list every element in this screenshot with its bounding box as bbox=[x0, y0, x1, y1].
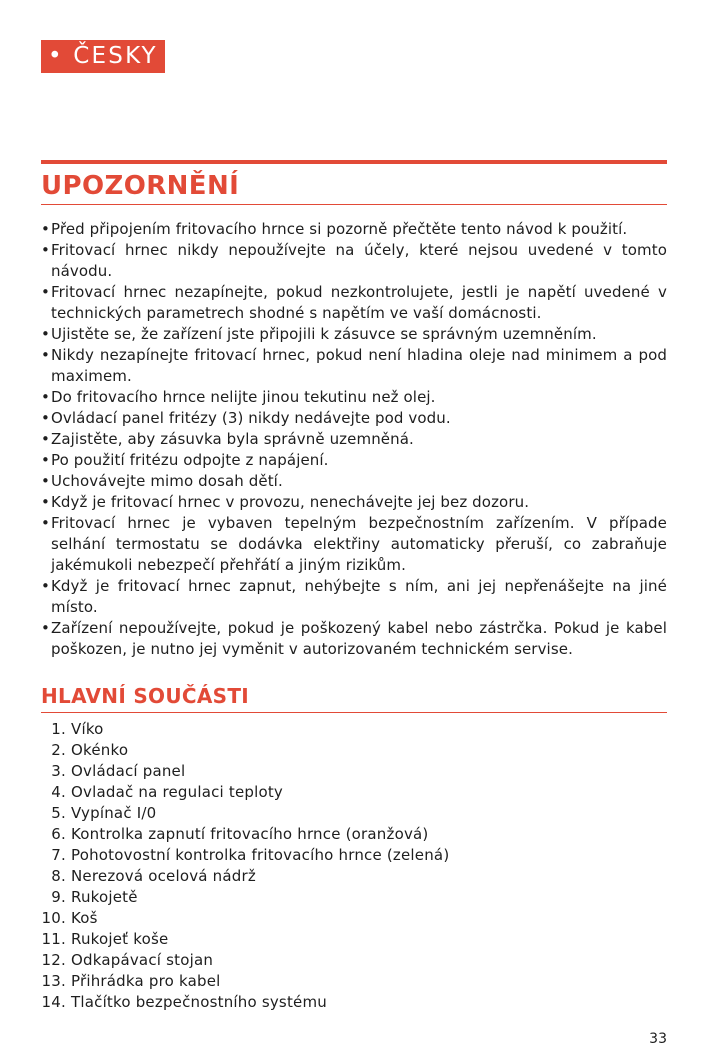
part-number: 5. bbox=[51, 804, 66, 822]
warning-item: • Po použití fritézu odpojte z napájení. bbox=[41, 450, 667, 471]
warnings-divider bbox=[41, 204, 667, 205]
part-item bbox=[41, 740, 449, 761]
warning-item: • Nikdy nezapínejte fritovací hrnec, pokud není hladina oleje nad minimem a pod maximem. bbox=[41, 345, 667, 387]
part-label: Odkapávací stojan bbox=[71, 951, 214, 969]
part-number: 14. bbox=[41, 993, 66, 1011]
warnings-title: UPOZORNĚNÍ bbox=[41, 171, 240, 201]
warning-item: • Když je fritovací hrnec zapnut, nehýbejte s ním, ani jej nepřenášejte na jiné místo. bbox=[41, 576, 667, 618]
language-tag: • ČESKY bbox=[41, 40, 165, 73]
part-item bbox=[41, 908, 449, 929]
warning-item: • Zajistěte, aby zásuvka byla správně uzemněná. bbox=[41, 429, 667, 450]
part-label: Ovladač na regulaci teploty bbox=[71, 783, 284, 801]
main-parts-list bbox=[41, 719, 449, 1013]
part-label: Tlačítko bezpečnostního systému bbox=[71, 993, 327, 1011]
part-item bbox=[41, 929, 449, 950]
part-number: 8. bbox=[51, 867, 66, 885]
part-label: Koš bbox=[71, 909, 98, 927]
part-number: 13. bbox=[41, 972, 66, 990]
part-item bbox=[41, 992, 449, 1013]
part-label: Kontrolka zapnutí fritovacího hrnce (oranžová) bbox=[71, 825, 429, 843]
main-parts-title: HLAVNÍ SOUČÁSTI bbox=[41, 684, 250, 708]
warning-item: • Uchovávejte mimo dosah dětí. bbox=[41, 471, 667, 492]
part-number: 3. bbox=[51, 762, 66, 780]
part-number: 7. bbox=[51, 846, 66, 864]
part-item bbox=[41, 782, 449, 803]
warning-item: • Fritovací hrnec nikdy nepoužívejte na účely, které nejsou uvedené v tomto návodu. bbox=[41, 240, 667, 282]
main-parts-divider bbox=[41, 712, 667, 713]
part-item bbox=[41, 866, 449, 887]
part-number: 2. bbox=[51, 741, 66, 759]
warning-item: • Ujistěte se, že zařízení jste připojili k zásuvce se správným uzemněním. bbox=[41, 324, 667, 345]
part-label: Přihrádka pro kabel bbox=[71, 972, 221, 990]
part-label: Nerezová ocelová nádrž bbox=[71, 867, 256, 885]
part-label: Pohotovostní kontrolka fritovacího hrnce (zelená) bbox=[71, 846, 450, 864]
warning-item: • Fritovací hrnec je vybaven tepelným bezpečnostním zařízením. V případe selhání termostatu se dodávka elektřiny automaticky přeruší, co zabraňuje jakémukoli nebezpečí přehřátí a jiným rizikům. bbox=[41, 513, 667, 576]
part-item bbox=[41, 950, 449, 971]
part-item bbox=[41, 845, 449, 866]
warning-item: • Fritovací hrnec nezapínejte, pokud nezkontrolujete, jestli je napětí uvedené v technických parametrech shodné s napětím ve vaší domácnosti. bbox=[41, 282, 667, 324]
part-item bbox=[41, 887, 449, 908]
part-number: 4. bbox=[51, 783, 66, 801]
part-label: Okénko bbox=[71, 741, 129, 759]
part-label: Ovládací panel bbox=[71, 762, 186, 780]
part-number: 10. bbox=[41, 909, 66, 927]
part-label: Rukojeť koše bbox=[71, 930, 169, 948]
warning-item: • Zařízení nepoužívejte, pokud je poškozený kabel nebo zástrčka. Pokud je kabel poškozen, je nutno jej vyměnit v autorizovaném technickém servise. bbox=[41, 618, 667, 660]
warning-item: • Ovládací panel fritézy (3) nikdy nedávejte pod vodu. bbox=[41, 408, 667, 429]
header-bar bbox=[41, 160, 667, 164]
part-number: 6. bbox=[51, 825, 66, 843]
part-label: Rukojetě bbox=[71, 888, 138, 906]
part-item bbox=[41, 761, 449, 782]
part-item bbox=[41, 971, 449, 992]
warning-item: • Před připojením fritovacího hrnce si pozorně přečtěte tento návod k použití. bbox=[41, 219, 667, 240]
part-number: 1. bbox=[51, 720, 66, 738]
part-number: 9. bbox=[51, 888, 66, 906]
part-label: Víko bbox=[71, 720, 104, 738]
part-item bbox=[41, 803, 449, 824]
warning-item: • Do fritovacího hrnce nelijte jinou tekutinu než olej. bbox=[41, 387, 667, 408]
part-number: 11. bbox=[41, 930, 66, 948]
part-number: 12. bbox=[41, 951, 66, 969]
page-number: 33 bbox=[649, 1031, 667, 1047]
part-item bbox=[41, 719, 449, 740]
warnings-list bbox=[41, 219, 667, 660]
part-label: Vypínač I/0 bbox=[71, 804, 157, 822]
warning-item: • Když je fritovací hrnec v provozu, nenechávejte jej bez dozoru. bbox=[41, 492, 667, 513]
part-item bbox=[41, 824, 449, 845]
